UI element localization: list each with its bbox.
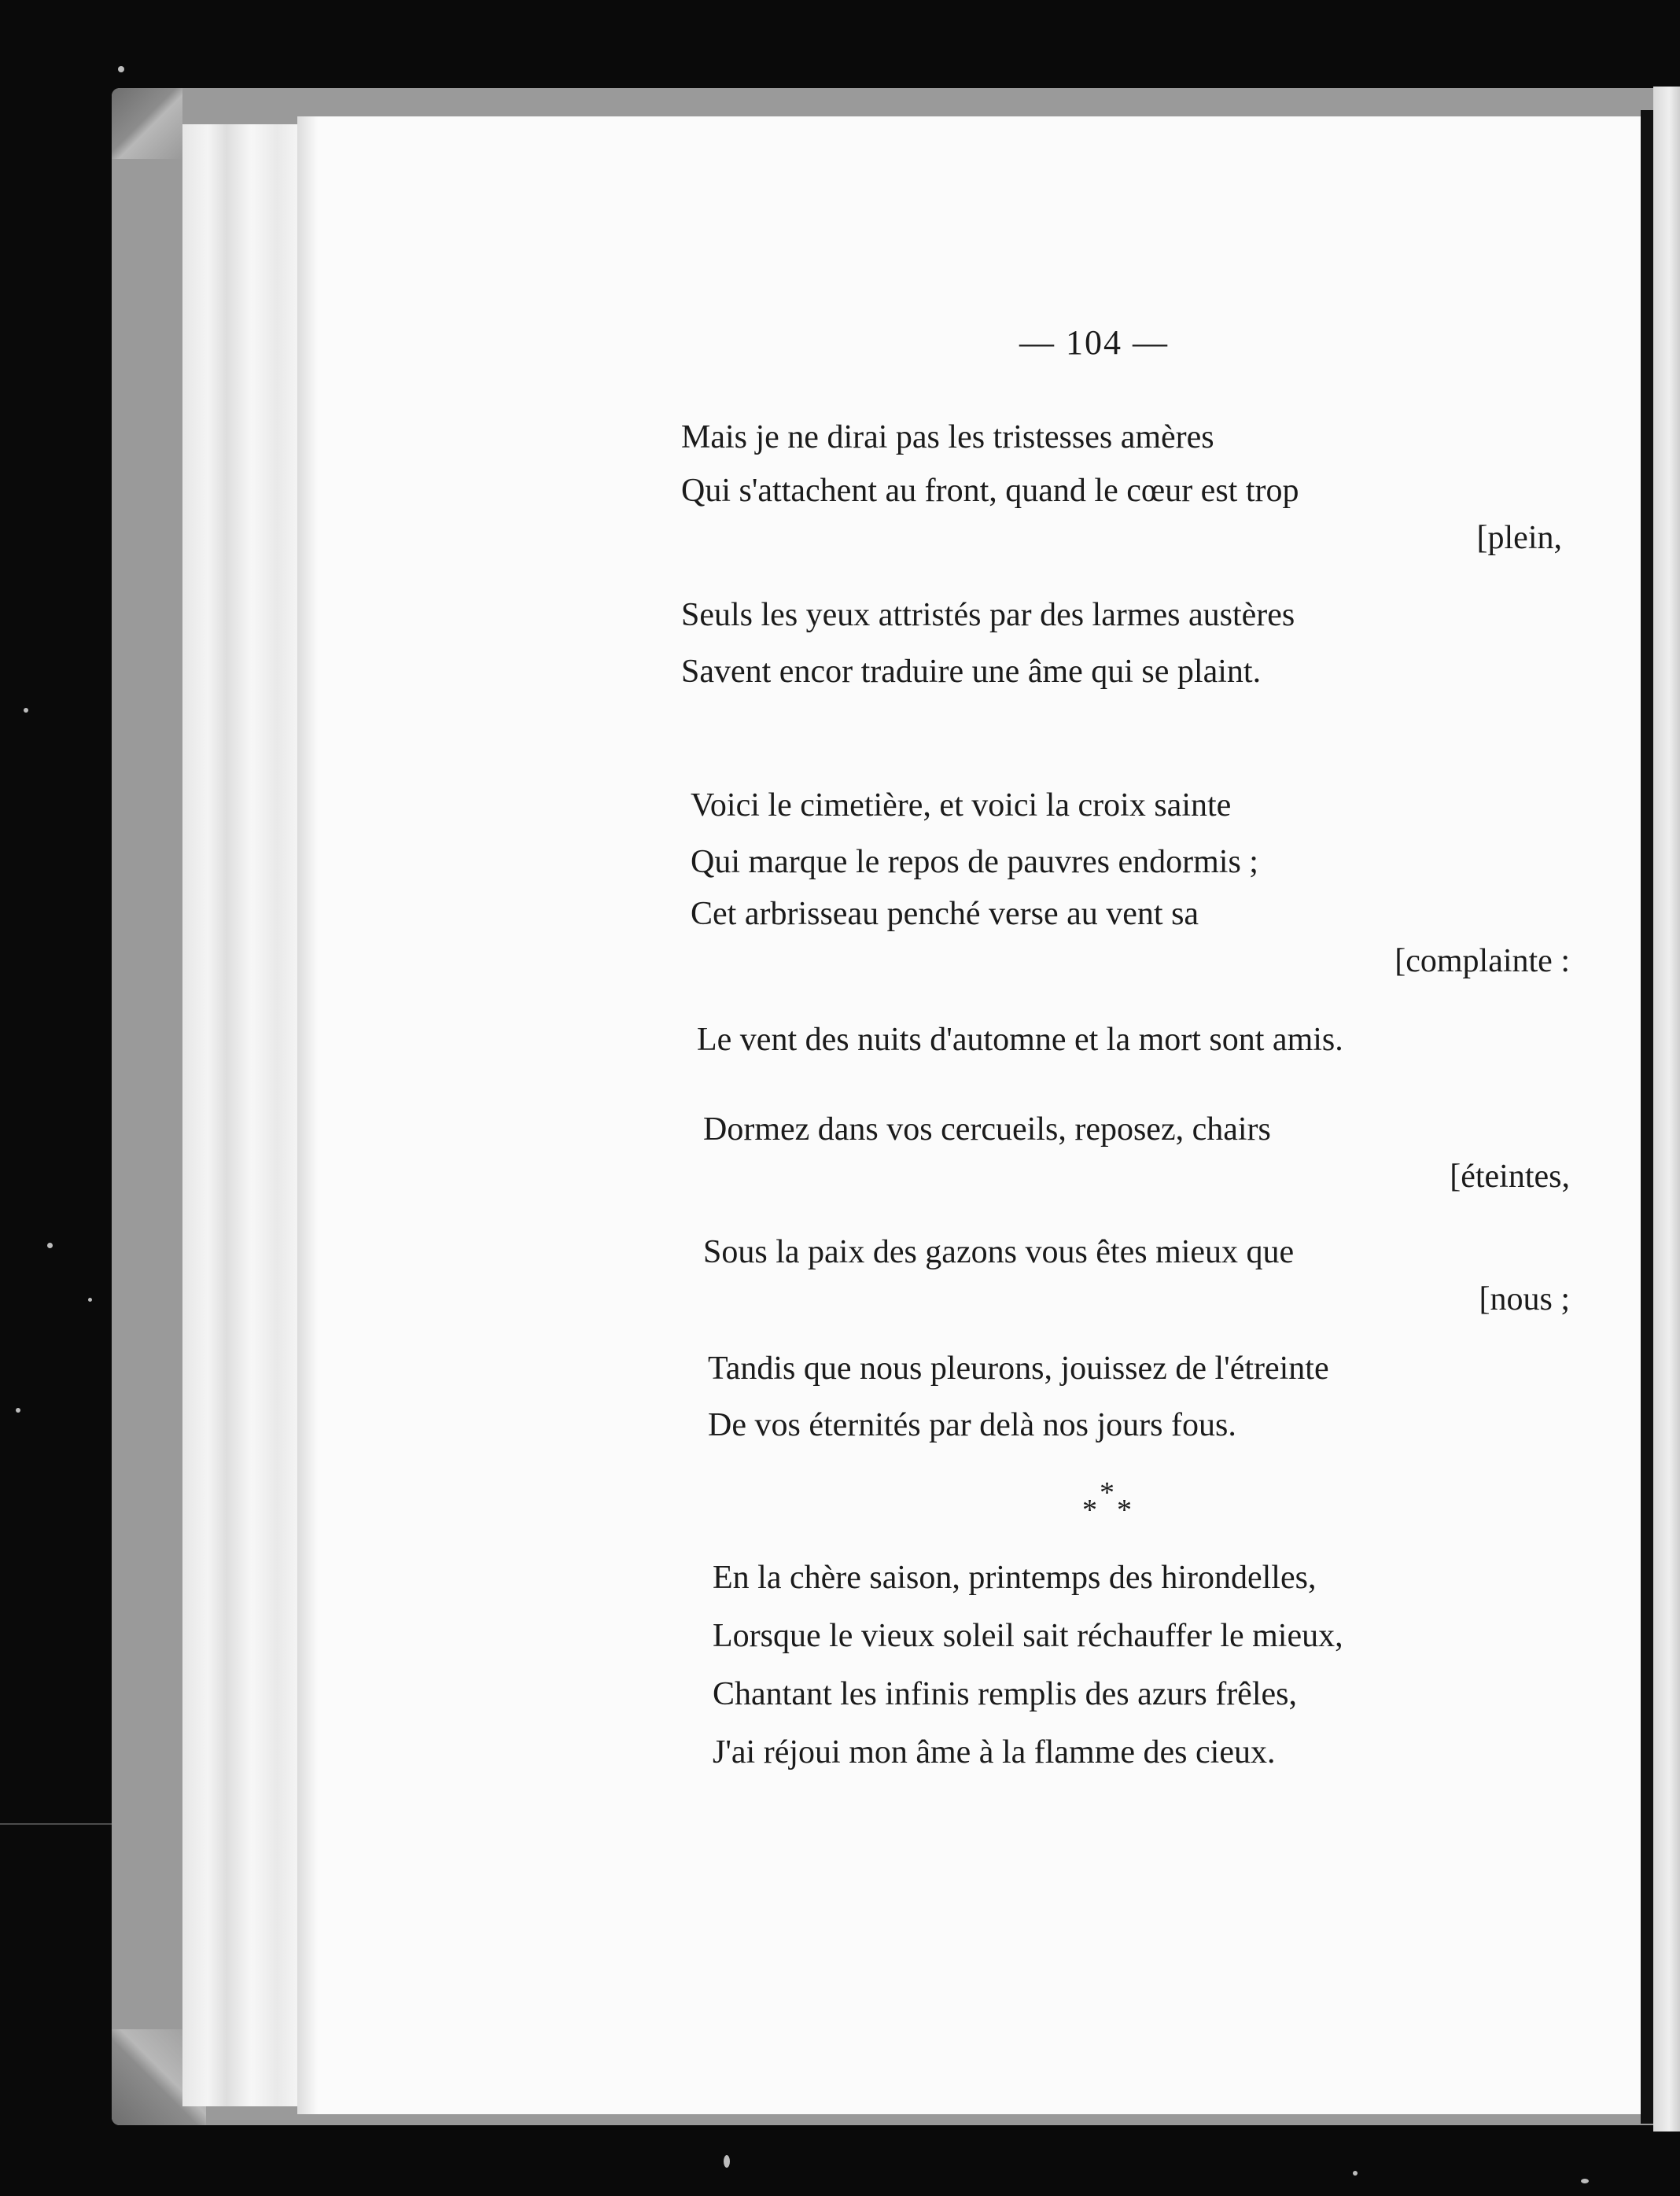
verse-line-continuation: [éteintes, xyxy=(1450,1159,1570,1195)
stanza-4 xyxy=(681,1554,1570,1776)
book-corner-top xyxy=(112,88,182,159)
scan-speck xyxy=(16,1408,20,1413)
asterism-star: * xyxy=(1100,1476,1114,1509)
stanza-2 xyxy=(681,782,1570,1063)
verse-line: Qui marque le repos de pauvres endormis ; xyxy=(691,844,1258,880)
verse-line: Seuls les yeux attristés par des larmes austères xyxy=(681,597,1295,633)
verse-line: Lorsque le vieux soleil sait réchauffer le mieux, xyxy=(713,1618,1343,1654)
asterism-star: * xyxy=(1117,1494,1132,1527)
right-page-edge xyxy=(1653,87,1680,2132)
scan-speck xyxy=(1581,2179,1589,2183)
asterism-separator xyxy=(681,1469,1570,1540)
verse-line: Voici le cimetière, et voici la croix sainte xyxy=(691,787,1232,824)
scan-speck xyxy=(88,1298,92,1302)
verse-line: Cet arbrisseau penché verse au vent sa xyxy=(691,896,1199,932)
scan-speck xyxy=(47,1243,53,1248)
scan-speck xyxy=(118,66,124,72)
verse-line-continuation: [nous ; xyxy=(1479,1281,1570,1317)
verse-line: Chantant les infinis remplis des azurs frêles, xyxy=(713,1676,1297,1712)
verse-line: J'ai réjoui mon âme à la flamme des cieux. xyxy=(713,1734,1276,1770)
poem-text xyxy=(681,414,1570,1776)
scan-speck xyxy=(24,708,28,713)
verse-line: Sous la paix des gazons vous êtes mieux que xyxy=(703,1234,1295,1270)
verse-line: De vos éternités par delà nos jours fous. xyxy=(708,1407,1236,1443)
scan-speck xyxy=(724,2155,730,2168)
verse-line: Qui s'attachent au front, quand le cœur est trop xyxy=(681,473,1299,509)
verse-line: Mais je ne dirai pas les tristesses amères xyxy=(681,419,1214,455)
asterism-star: * xyxy=(1082,1494,1097,1527)
gutter-shadow xyxy=(297,116,318,2114)
stanza-3 xyxy=(681,1106,1570,1449)
verse-line: Savent encor traduire une âme qui se plaint. xyxy=(681,654,1262,690)
verse-line: Le vent des nuits d'automne et la mort sont amis. xyxy=(697,1022,1343,1058)
verse-line: Dormez dans vos cercueils, reposez, chairs xyxy=(703,1111,1271,1148)
verse-line: Tandis que nous pleurons, jouissez de l'étreinte xyxy=(708,1350,1329,1387)
page-edge-stack xyxy=(182,124,308,2106)
scan-speck xyxy=(1353,2171,1358,2176)
verse-line: En la chère saison, printemps des hirondelles, xyxy=(713,1560,1317,1596)
verse-line-continuation: [plein, xyxy=(1476,520,1562,556)
binding-strip xyxy=(1641,110,1653,2124)
stanza-1 xyxy=(681,414,1570,695)
verse-line-continuation: [complainte : xyxy=(1394,943,1570,979)
page-number: — 104 — xyxy=(1019,323,1169,362)
